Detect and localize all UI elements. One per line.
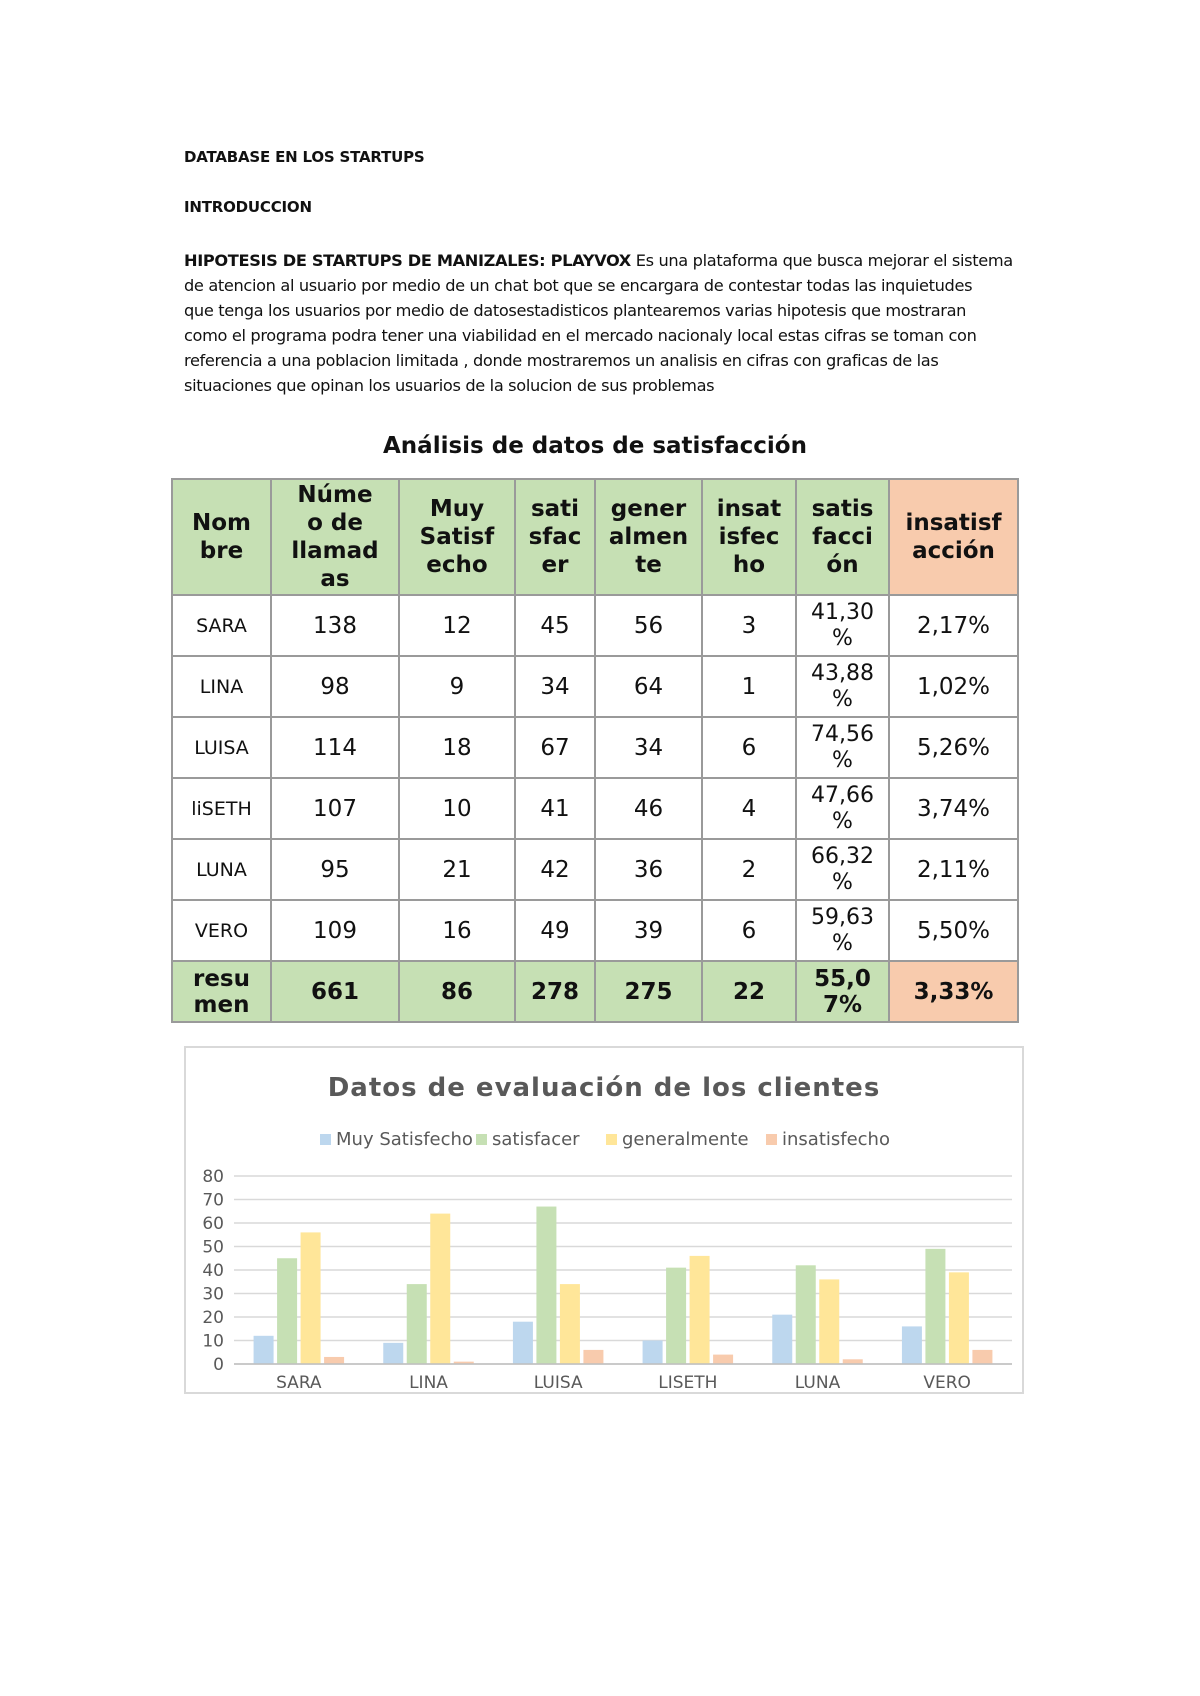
legend-swatch — [476, 1134, 487, 1145]
total-llamadas: 661 — [271, 961, 399, 1022]
bar — [277, 1258, 297, 1364]
table-header-row — [172, 479, 1018, 595]
cell-insatisfaccion: 5,50% — [889, 900, 1018, 961]
cell-llamadas: 107 — [271, 778, 399, 839]
total-name: resu men — [172, 961, 271, 1022]
bar — [902, 1326, 922, 1364]
y-tick-label: 30 — [202, 1284, 224, 1305]
cell-llamadas: 95 — [271, 839, 399, 900]
bar — [513, 1322, 533, 1364]
cell-satisfacer: 67 — [515, 717, 595, 778]
cell-name: LUNA — [172, 839, 271, 900]
cell-muy: 12 — [399, 595, 515, 656]
y-tick-label: 80 — [202, 1167, 224, 1187]
hypothesis-line: que tenga los usuarios por medio de datosestadisticos plantearemos varias hipotesis que mostraran — [184, 301, 967, 320]
bar — [254, 1336, 274, 1364]
legend-swatch — [766, 1134, 777, 1145]
header-satisfacer: sati sfac er — [515, 479, 595, 595]
bar — [796, 1265, 816, 1364]
bar — [690, 1256, 710, 1364]
cell-name: VERO — [172, 900, 271, 961]
y-tick-label: 0 — [213, 1355, 224, 1375]
cell-llamadas: 114 — [271, 717, 399, 778]
cell-name: LUISA — [172, 717, 271, 778]
x-tick-label: LISETH — [658, 1373, 718, 1392]
y-tick-label: 70 — [202, 1190, 224, 1211]
cell-satisfaccion: 74,56 % — [796, 717, 889, 778]
cell-muy: 10 — [399, 778, 515, 839]
hypothesis-line: como el programa podra tener una viabilidad en el mercado nacionaly local estas cifras se toman con — [184, 326, 977, 345]
cell-satisfacer: 45 — [515, 595, 595, 656]
cell-insatisfaccion: 2,17% — [889, 595, 1018, 656]
legend-swatch — [320, 1134, 331, 1145]
cell-satisfacer: 42 — [515, 839, 595, 900]
cell-insatisfecho: 4 — [702, 778, 796, 839]
cell-satisfaccion: 47,66 % — [796, 778, 889, 839]
legend-swatch — [606, 1134, 617, 1145]
x-tick-label: LINA — [409, 1373, 448, 1392]
intro-heading: INTRODUCCION — [184, 198, 312, 216]
bar — [666, 1268, 686, 1364]
cell-name: LINA — [172, 656, 271, 717]
table-row — [172, 656, 1018, 717]
bar — [560, 1284, 580, 1364]
cell-name: SARA — [172, 595, 271, 656]
legend-label: Muy Satisfecho — [336, 1129, 473, 1150]
cell-insatisfaccion: 3,74% — [889, 778, 1018, 839]
cell-satisfacer: 49 — [515, 900, 595, 961]
hypothesis-line: de atencion al usuario por medio de un chat bot que se encargara de contestar todas las inquietudes — [184, 276, 973, 295]
cell-generalmente: 56 — [595, 595, 702, 656]
cell-generalmente: 39 — [595, 900, 702, 961]
x-tick-label: SARA — [276, 1373, 322, 1392]
table-row — [172, 595, 1018, 656]
y-tick-label: 40 — [202, 1261, 224, 1281]
total-muy: 86 — [399, 961, 515, 1022]
bar — [713, 1355, 733, 1364]
cell-satisfaccion: 41,30 % — [796, 595, 889, 656]
total-insatisfaccion: 3,33% — [889, 961, 1018, 1022]
document-title: DATABASE EN LOS STARTUPS — [184, 148, 425, 166]
legend-label: satisfacer — [492, 1129, 580, 1150]
bar — [643, 1341, 663, 1365]
y-tick-label: 10 — [202, 1331, 224, 1352]
table-row — [172, 717, 1018, 778]
header-muy-satisfecho: Muy Satisf echo — [399, 479, 515, 595]
hypothesis-label: HIPOTESIS DE STARTUPS DE MANIZALES: PLAYVOX — [184, 251, 631, 270]
table-row — [172, 900, 1018, 961]
cell-llamadas: 109 — [271, 900, 399, 961]
legend-label: insatisfecho — [782, 1129, 890, 1150]
bar — [925, 1249, 945, 1364]
cell-insatisfecho: 6 — [702, 717, 796, 778]
cell-satisfacer: 34 — [515, 656, 595, 717]
hypothesis-line: referencia a una poblacion limitada , donde mostraremos un analisis en cifras con graficas de las — [184, 351, 939, 370]
cell-insatisfaccion: 2,11% — [889, 839, 1018, 900]
cell-muy: 9 — [399, 656, 515, 717]
table-row — [172, 778, 1018, 839]
header-nombre: Nom bre — [172, 479, 271, 595]
cell-muy: 16 — [399, 900, 515, 961]
cell-insatisfecho: 3 — [702, 595, 796, 656]
y-tick-label: 20 — [202, 1308, 224, 1328]
cell-llamadas: 98 — [271, 656, 399, 717]
cell-llamadas: 138 — [271, 595, 399, 656]
bar — [430, 1214, 450, 1364]
cell-insatisfecho: 2 — [702, 839, 796, 900]
cell-satisfaccion: 43,88 % — [796, 656, 889, 717]
cell-generalmente: 36 — [595, 839, 702, 900]
bar — [583, 1350, 603, 1364]
total-generalmente: 275 — [595, 961, 702, 1022]
x-tick-label: LUNA — [794, 1373, 841, 1392]
chart-title: Datos de evaluación de los clientes — [327, 1073, 881, 1103]
bar — [383, 1343, 403, 1364]
hypothesis-paragraph — [184, 248, 1034, 398]
cell-generalmente: 34 — [595, 717, 702, 778]
hypothesis-line: situaciones que opinan los usuarios de la solucion de sus problemas — [184, 376, 715, 395]
bar-chart — [186, 1048, 1022, 1392]
cell-generalmente: 64 — [595, 656, 702, 717]
satisfaction-table — [171, 478, 1019, 1023]
bar — [819, 1279, 839, 1364]
cell-insatisfaccion: 5,26% — [889, 717, 1018, 778]
cell-satisfaccion: 66,32 % — [796, 839, 889, 900]
bar — [972, 1350, 992, 1364]
legend-label: generalmente — [622, 1129, 749, 1150]
header-llamadas: Núme o de llamad as — [271, 479, 399, 595]
total-satisfacer: 278 — [515, 961, 595, 1022]
table-title: Análisis de datos de satisfacción — [383, 433, 807, 459]
x-tick-label: VERO — [923, 1373, 971, 1392]
table-total-row — [172, 961, 1018, 1022]
header-generalmente: gener almen te — [595, 479, 702, 595]
y-tick-label: 50 — [202, 1237, 224, 1258]
chart-container — [184, 1046, 1024, 1394]
bar — [949, 1272, 969, 1364]
header-insatisfaccion: insatisf acción — [889, 479, 1018, 595]
bar — [772, 1315, 792, 1364]
cell-muy: 21 — [399, 839, 515, 900]
bar — [536, 1207, 556, 1364]
cell-insatisfecho: 6 — [702, 900, 796, 961]
header-satisfaccion: satis facci ón — [796, 479, 889, 595]
cell-insatisfecho: 1 — [702, 656, 796, 717]
y-tick-label: 60 — [202, 1214, 224, 1234]
header-insatisfecho: insat isfec ho — [702, 479, 796, 595]
bar — [324, 1357, 344, 1364]
cell-name: liSETH — [172, 778, 271, 839]
cell-muy: 18 — [399, 717, 515, 778]
x-tick-label: LUISA — [533, 1373, 583, 1392]
bar — [301, 1232, 321, 1364]
bar — [407, 1284, 427, 1364]
table-row — [172, 839, 1018, 900]
cell-generalmente: 46 — [595, 778, 702, 839]
cell-satisfacer: 41 — [515, 778, 595, 839]
total-satisfaccion: 55,0 7% — [796, 961, 889, 1022]
hypothesis-line: Es una plataforma que busca mejorar el sistema — [630, 251, 1013, 270]
total-insatisfecho: 22 — [702, 961, 796, 1022]
cell-satisfaccion: 59,63 % — [796, 900, 889, 961]
cell-insatisfaccion: 1,02% — [889, 656, 1018, 717]
